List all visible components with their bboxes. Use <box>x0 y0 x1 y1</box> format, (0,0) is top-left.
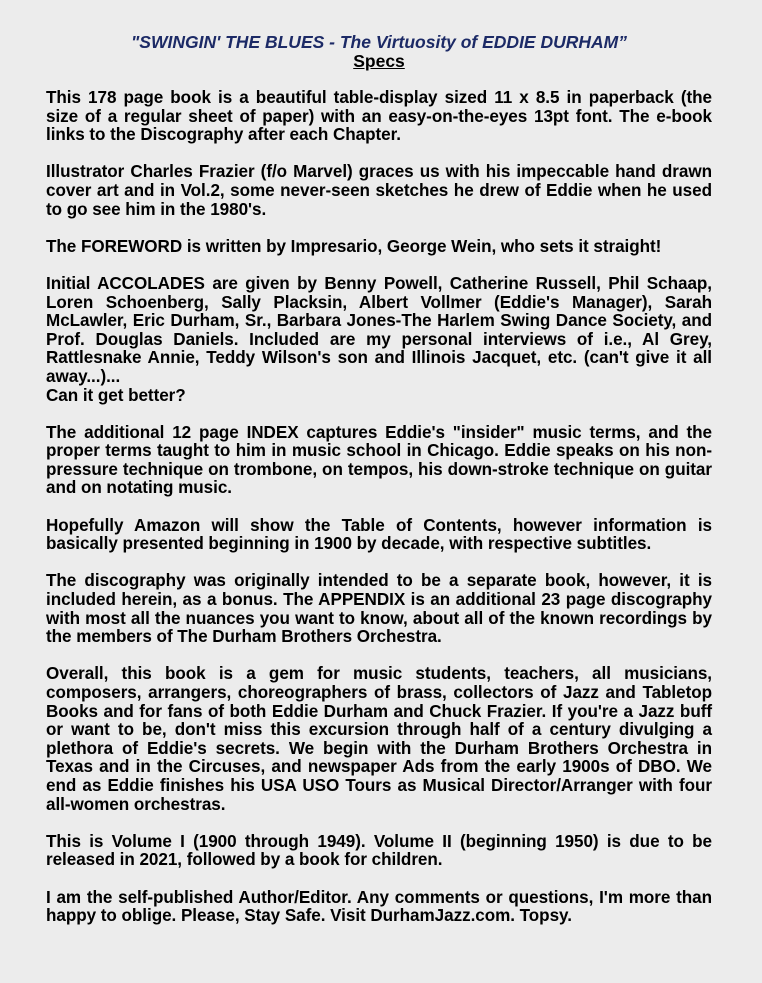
accolades-question: Can it get better? <box>46 385 186 405</box>
paragraph-discography: The discography was originally intended to be a separate book, however, it is included herein, as a bonus. The APPENDIX is an additional 23 page discography with most all the nuances you want to know, about all of the known recordings by the members of The Durham Brothers Orchestra. <box>46 571 712 647</box>
section-heading-specs: Specs <box>353 51 405 71</box>
document-header <box>46 33 712 71</box>
document-body <box>46 89 712 926</box>
paragraph-volumes: This is Volume I (1900 through 1949). Volume II (beginning 1950) is due to be released in 2021, followed by a book for children. <box>46 831 712 870</box>
paragraph-overall: Overall, this book is a gem for music students, teachers, all musicians, composers, arrangers, choreographers of brass, collectors of Jazz and Tabletop Books and for fans of both Eddie Durham and Chuck Frazier. If you're a Jazz buff or want to be, don't miss this excursion through half of a century divulging a plethora of Eddie's secrets. We begin with the Durham Brothers Orchestra in Texas and in the Circuses, and newspaper Ads from the early 1900s of DBO. We end as Eddie finishes his USA USO Tours as Musical Director/Arranger with four all-women orchestras. <box>46 664 712 814</box>
paragraph-foreword: The FOREWORD is written by Impresario, George Wein, who sets it straight! <box>46 236 662 256</box>
accolades-text: Initial ACCOLADES are given by Benny Powell, Catherine Russell, Phil Schaap, Loren Schoenberg, Sally Placksin, Albert Vollmer (Eddie's Manager), Sarah McLawler, Eric Durham, Sr., Barbara Jones-The Harlem Swing Dance Society, and Prof. Douglas Daniels. Included are my personal interviews of i.e., Al Grey, Rattlesnake Annie, Teddy Wilson's son and Illinois Jacquet, etc. (can't give it all away...)... <box>46 273 712 386</box>
book-title: "SWINGIN' THE BLUES - The Virtuosity of EDDIE DURHAM” <box>131 32 627 52</box>
paragraph-illustrator: Illustrator Charles Frazier (f/o Marvel) graces us with his impeccable hand drawn cover art and in Vol.2, some never-seen sketches he drew of Eddie when he used to go see him in the 1980's. <box>46 162 712 219</box>
paragraph-author: I am the self-published Author/Editor. Any comments or questions, I'm more than happy to oblige. Please, Stay Safe. Visit DurhamJazz.com. Topsy. <box>46 887 712 926</box>
paragraph-index: The additional 12 page INDEX captures Eddie's "insider" music terms, and the proper terms taught to him in music school in Chicago. Eddie speaks on his non-pressure technique on trombone, on tempos, his down-stroke technique on guitar and on notating music. <box>46 422 712 498</box>
paragraph-format: This 178 page book is a beautiful table-display sized 11 x 8.5 in paperback (the size of a regular sheet of paper) with an easy-on-the-eyes 13pt font. The e-book links to the Discography after each Chapter. <box>46 88 712 145</box>
paragraph-contents: Hopefully Amazon will show the Table of Contents, however information is basically presented beginning in 1900 by decade, with respective subtitles. <box>46 515 712 554</box>
paragraph-accolades <box>46 275 712 405</box>
